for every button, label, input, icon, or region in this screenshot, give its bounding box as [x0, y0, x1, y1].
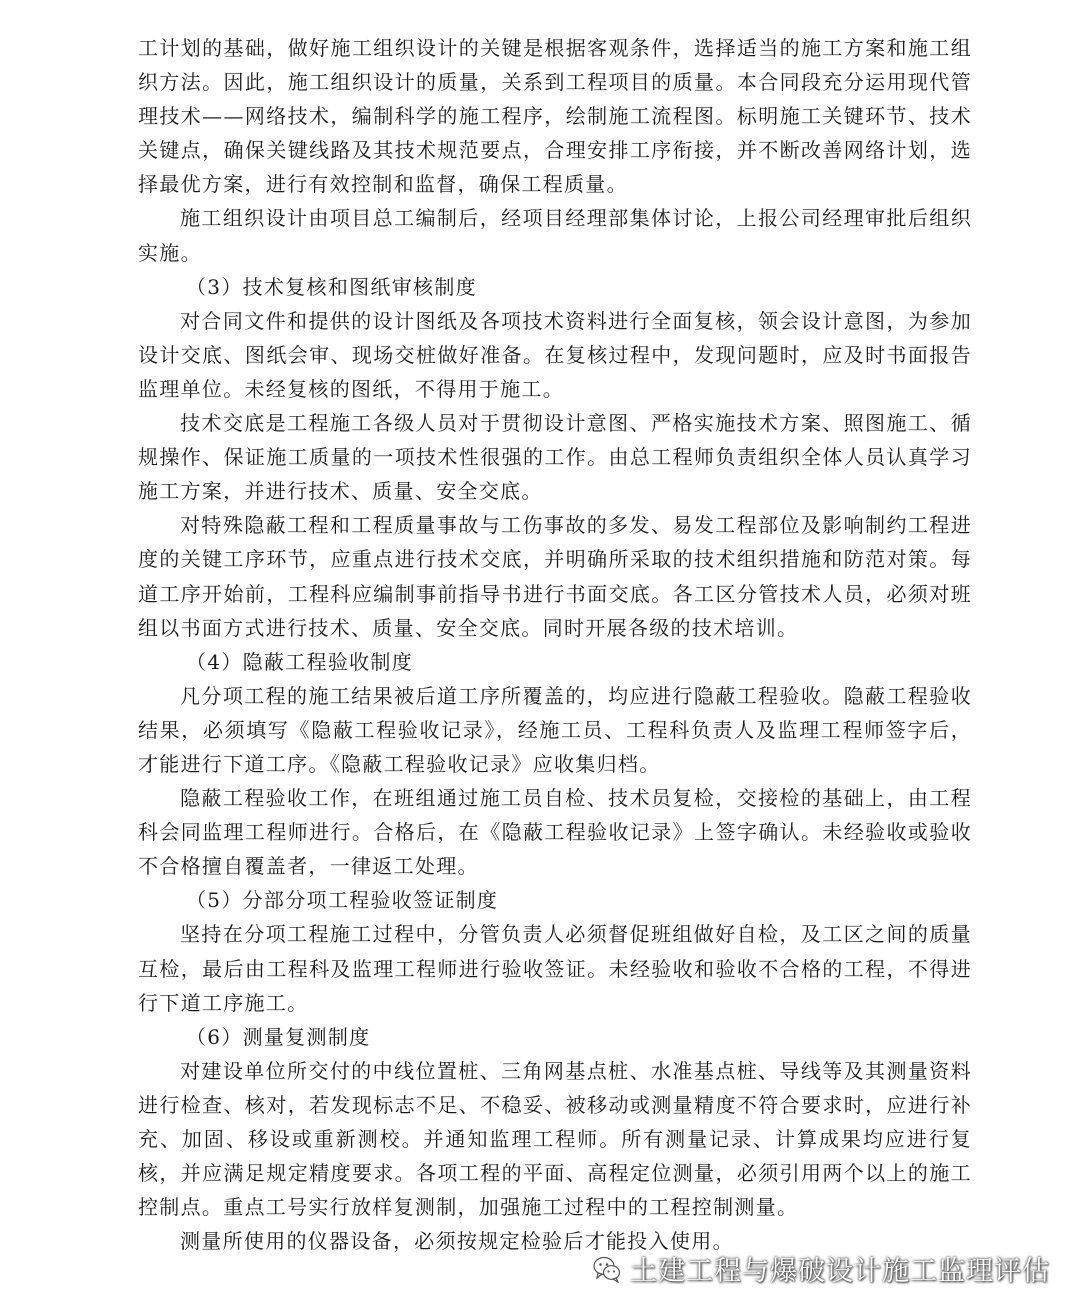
paragraph: 施工组织设计由项目总工编制后，经项目经理部集体讨论，上报公司经理审批后组织实施。 [138, 206, 972, 265]
paragraph: 坚持在分项工程施工过程中，分管负责人必须督促班组做好自检，及工区之间的质量互检，最后由工程科及监理工程师进行验收签证。未经验收和验收不合格的工程，不得进行下道工序施工。 [138, 922, 972, 1015]
watermark [592, 1249, 1050, 1288]
section-heading-5: （5）分部分项工程验收签证制度 [186, 888, 499, 913]
paragraph: 凡分项工程的施工结果被后道工序所覆盖的，均应进行隐蔽工程验收。隐蔽工程验收结果，必须填写《隐蔽工程验收记录》，经施工员、工程科负责人及监理工程师签字后，才能进行下道工序。《隐蔽工程验收记录》应收集归档。 [138, 683, 972, 776]
section-heading-4: （4）隐蔽工程验收制度 [186, 649, 414, 674]
paragraph: 技术交底是工程施工各级人员对于贯彻设计意图、严格实施技术方案、照图施工、循规操作、保证施工质量的一项技术性很强的工作。由总工程师负责组织全体人员认真学习施工方案，并进行技术、质量、安全交底。 [138, 411, 972, 504]
wechat-icon [592, 1254, 622, 1284]
paragraph: 工计划的基础，做好施工组织设计的关键是根据客观条件，选择适当的施工方案和施工组织方法。因此，施工组织设计的质量，关系到工程项目的质量。本合同段充分运用现代管理技术——网络技术，编制科学的施工程序，绘制施工流程图。标明施工关键环节、技术关键点，确保关键线路及其技术规范要点，合理安排工序衔接，并不断改善网络计划，选择最优方案，进行有效控制和监督，确保工程质量。 [138, 36, 972, 197]
paragraph: 对合同文件和提供的设计图纸及各项技术资料进行全面复核，领会设计意图，为参加设计交底、图纸会审、现场交桩做好准备。在复核过程中，发现问题时，应及时书面报告监理单位。未经复核的图纸，不得用于施工。 [138, 308, 972, 401]
paragraph: 测量所使用的仪器设备，必须按规定检验后才能投入使用。 [180, 1229, 734, 1254]
paragraph: 隐蔽工程验收工作，在班组通过施工员自检、技术员复检，交接检的基础上，由工程科会同监理工程师进行。合格后，在《隐蔽工程验收记录》上签字确认。未经验收或验收不合格擅自覆盖者，一律返工处理。 [138, 786, 972, 879]
paragraph: 对特殊隐蔽工程和工程质量事故与工伤事故的多发、易发工程部位及影响制约工程进度的关键工序环节，应重点进行技术交底，并明确所采取的技术组织措施和防范对策。每道工序开始前，工程科应编制事前指导书进行书面交底。各工区分管技术人员，必须对班组以书面方式进行技术、质量、安全交底。同时开展各级的技术培训。 [138, 513, 972, 640]
section-heading-3: （3）技术复核和图纸审核制度 [186, 274, 477, 299]
document-body [138, 31, 972, 1258]
paragraph: 对建设单位所交付的中线位置桩、三角网基点桩、水准基点桩、导线等及其测量资料进行检查、核对，若发现标志不足、不稳妥、被移动或测量精度不符合要求时，应进行补充、加固、移设或重新测校。并通知监理工程师。所有测量记录、计算成果均应进行复核，并应满足规定精度要求。各项工程的平面、高程定位测量，必须引用两个以上的施工控制点。重点工号实行放样复测制，加强施工过程中的工程控制测量。 [138, 1058, 972, 1220]
section-heading-6: （6）测量复测制度 [186, 1024, 371, 1049]
watermark-text: 土建工程与爆破设计施工监理评估 [630, 1256, 1050, 1287]
